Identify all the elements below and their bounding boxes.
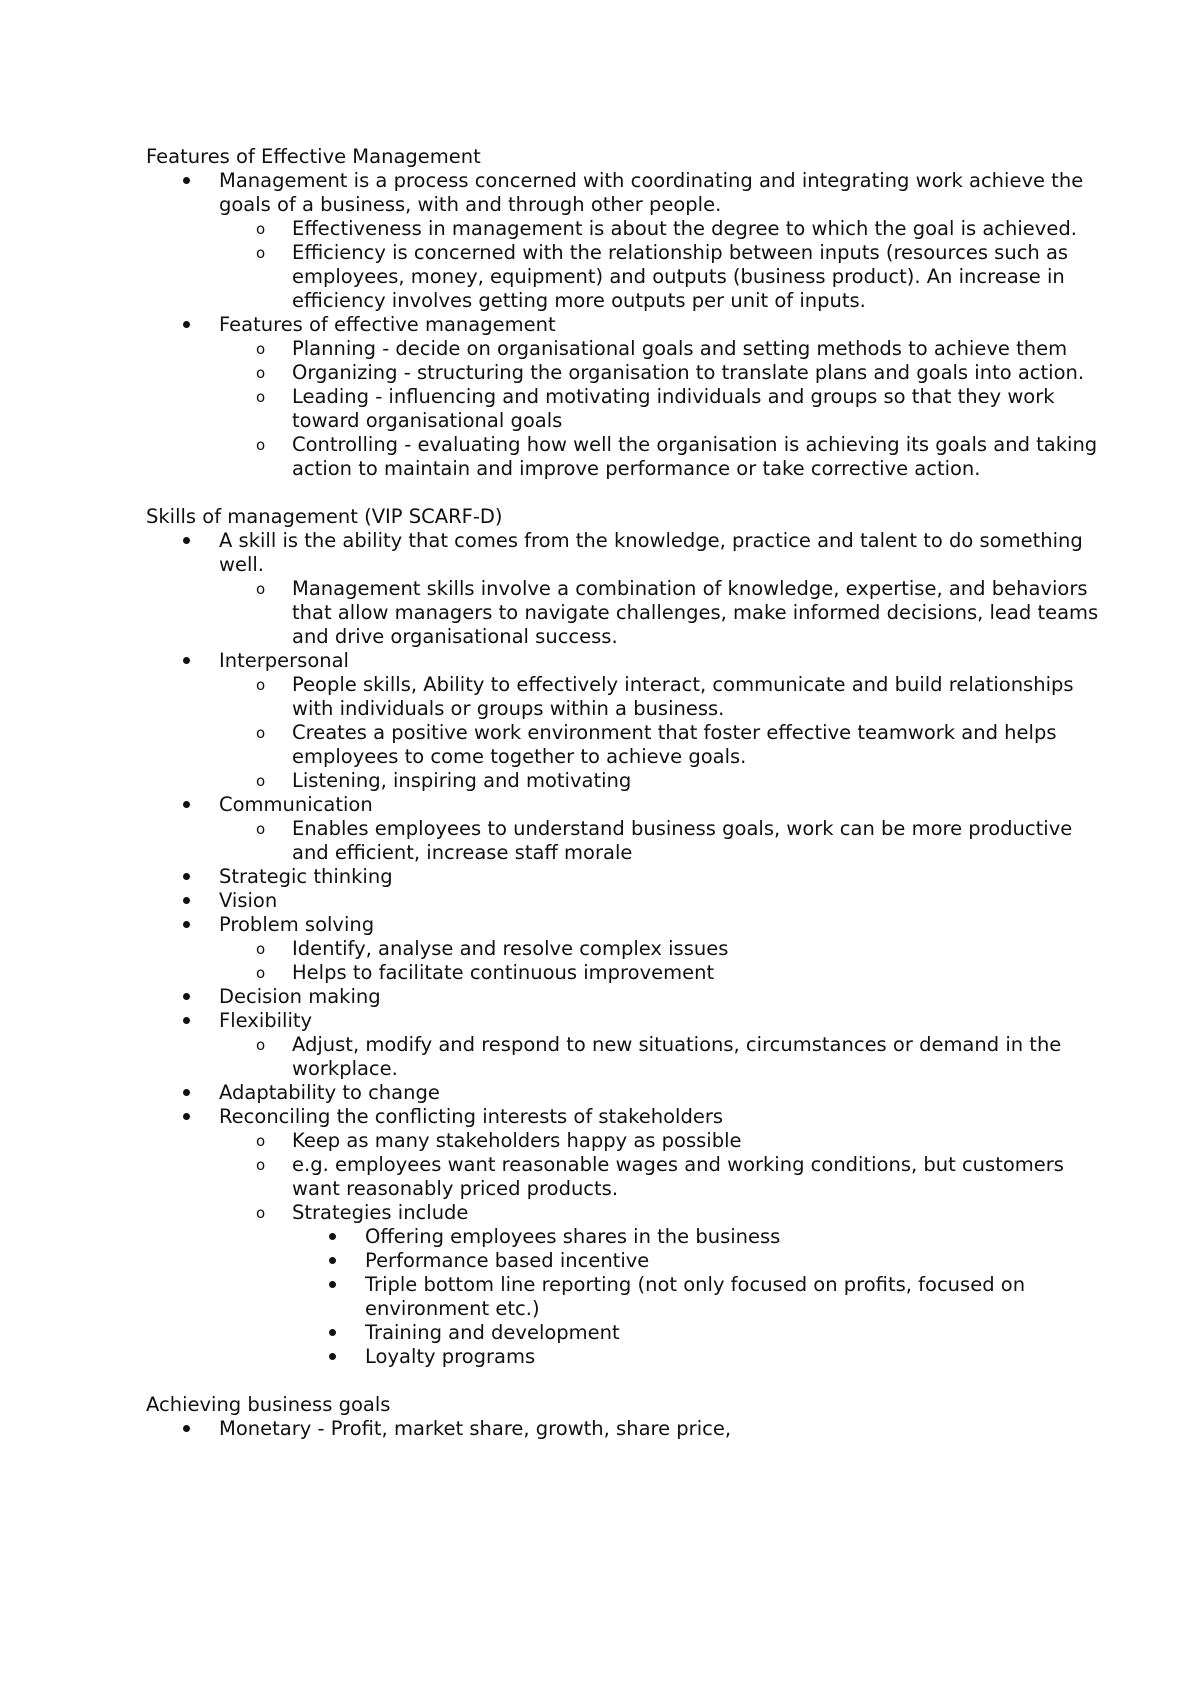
dot-shape <box>183 321 190 328</box>
list-item-text: e.g. employees want reasonable wages and working conditions, but customers want reasonably priced products. <box>292 1153 1064 1200</box>
dot-shape <box>183 801 190 808</box>
circle-bullet-icon: o <box>256 364 266 382</box>
list-item-text: Keep as many stakeholders happy as possible <box>292 1129 742 1152</box>
circle-bullet-icon: o <box>256 964 266 982</box>
filled-bullet-icon <box>183 1105 190 1129</box>
list-item-level-2 <box>146 937 1106 961</box>
dot-shape <box>329 1233 336 1240</box>
circle-bullet-icon: o <box>256 1036 266 1054</box>
list-item-text: Efficiency is concerned with the relationship between inputs (resources such as employees, money, equipment) and outputs (business product). An increase in efficiency involves getting more outputs per unit of inputs. <box>292 241 1069 312</box>
section <box>146 1393 1106 1441</box>
list-item-level-2 <box>146 961 1106 985</box>
filled-bullet-icon <box>183 313 190 337</box>
list-item-level-1 <box>146 169 1106 217</box>
dot-shape <box>329 1353 336 1360</box>
dot-shape <box>329 1281 336 1288</box>
list-item-text: Performance based incentive <box>365 1249 650 1272</box>
list-item-text: Training and development <box>365 1321 620 1344</box>
dot-shape <box>183 921 190 928</box>
circle-bullet-icon: o <box>256 1132 266 1150</box>
dot-shape <box>183 177 190 184</box>
list-item-level-2 <box>146 337 1106 361</box>
list-item-level-3 <box>146 1321 1106 1345</box>
filled-bullet-icon <box>329 1225 336 1249</box>
filled-bullet-icon <box>183 169 190 193</box>
circle-bullet-icon: o <box>256 436 266 454</box>
dot-shape <box>183 873 190 880</box>
list-item-level-3 <box>146 1225 1106 1249</box>
list-item-level-3 <box>146 1345 1106 1369</box>
list-item-text: A skill is the ability that comes from the knowledge, practice and talent to do something well. <box>219 529 1083 576</box>
list-item-level-1 <box>146 793 1106 817</box>
dot-shape <box>183 1113 190 1120</box>
circle-bullet-icon: o <box>256 340 266 358</box>
dot-shape <box>329 1257 336 1264</box>
list-item-level-2 <box>146 433 1106 481</box>
document-body <box>146 145 1106 1441</box>
circle-bullet-icon: o <box>256 580 266 598</box>
circle-bullet-icon: o <box>256 1156 266 1174</box>
list-item-level-1 <box>146 1009 1106 1033</box>
section <box>146 145 1106 481</box>
list-item-level-2 <box>146 721 1106 769</box>
list-item-level-2 <box>146 577 1106 649</box>
circle-bullet-icon: o <box>256 820 266 838</box>
list-item-level-1 <box>146 865 1106 889</box>
dot-shape <box>183 1089 190 1096</box>
list-item-text: Organizing - structuring the organisation to translate plans and goals into action. <box>292 361 1085 384</box>
list-item-text: Loyalty programs <box>365 1345 536 1368</box>
filled-bullet-icon <box>183 865 190 889</box>
list-item-level-2 <box>146 1033 1106 1081</box>
section-heading: Features of Effective Management <box>146 145 481 168</box>
list-item-level-2 <box>146 361 1106 385</box>
list-item-text: Strategic thinking <box>219 865 393 888</box>
list-item-level-1 <box>146 889 1106 913</box>
dot-shape <box>183 897 190 904</box>
dot-shape <box>329 1329 336 1336</box>
list-item-text: Effectiveness in management is about the degree to which the goal is achieved. <box>292 217 1077 240</box>
list-item-level-2 <box>146 817 1106 865</box>
circle-bullet-icon: o <box>256 940 266 958</box>
list-item-level-2 <box>146 769 1106 793</box>
list-item-level-1 <box>146 313 1106 337</box>
dot-shape <box>183 537 190 544</box>
list-item-text: Adaptability to change <box>219 1081 440 1104</box>
section-spacer <box>146 481 1106 505</box>
list-item-level-1 <box>146 1105 1106 1129</box>
list-item-text: Adjust, modify and respond to new situations, circumstances or demand in the workplace. <box>292 1033 1062 1080</box>
list-item-text: Identify, analyse and resolve complex issues <box>292 937 729 960</box>
filled-bullet-icon <box>183 529 190 553</box>
filled-bullet-icon <box>183 889 190 913</box>
list-item-text: Strategies include <box>292 1201 469 1224</box>
circle-bullet-icon: o <box>256 1204 266 1222</box>
list-item-level-2 <box>146 1201 1106 1225</box>
dot-shape <box>183 657 190 664</box>
list-item-text: People skills, Ability to effectively interact, communicate and build relationships with individuals or groups within a business. <box>292 673 1074 720</box>
list-item-level-2 <box>146 673 1106 721</box>
filled-bullet-icon <box>183 1009 190 1033</box>
filled-bullet-icon <box>329 1249 336 1273</box>
list-item-text: Triple bottom line reporting (not only focused on profits, focused on environment etc.) <box>365 1273 1026 1320</box>
section-spacer <box>146 1369 1106 1393</box>
list-item-text: Helps to facilitate continuous improvement <box>292 961 715 984</box>
circle-bullet-icon: o <box>256 676 266 694</box>
list-item-level-3 <box>146 1273 1106 1321</box>
dot-shape <box>183 1425 190 1432</box>
list-item-level-1 <box>146 985 1106 1009</box>
list-item-level-1 <box>146 913 1106 937</box>
list-item-text: Decision making <box>219 985 381 1008</box>
list-item-text: Reconciling the conflicting interests of stakeholders <box>219 1105 723 1128</box>
filled-bullet-icon <box>183 1081 190 1105</box>
list-item-text: Vision <box>219 889 278 912</box>
list-item-text: Controlling - evaluating how well the organisation is achieving its goals and taking action to maintain and improve performance or take corrective action. <box>292 433 1098 480</box>
list-item-level-1 <box>146 529 1106 577</box>
list-item-level-2 <box>146 217 1106 241</box>
list-item-level-1 <box>146 649 1106 673</box>
list-item-text: Features of effective management <box>219 313 556 336</box>
list-item-text: Interpersonal <box>219 649 349 672</box>
filled-bullet-icon <box>329 1321 336 1345</box>
filled-bullet-icon <box>183 649 190 673</box>
list-item-text: Creates a positive work environment that foster effective teamwork and helps employees to come together to achieve goals. <box>292 721 1057 768</box>
list-item-level-2 <box>146 1129 1106 1153</box>
list-item-text: Monetary - Profit, market share, growth, share price, <box>219 1417 732 1440</box>
list-item-text: Enables employees to understand business goals, work can be more productive and efficient, increase staff morale <box>292 817 1073 864</box>
filled-bullet-icon <box>183 985 190 1009</box>
filled-bullet-icon <box>183 1417 190 1441</box>
list-item-text: Management is a process concerned with coordinating and integrating work achieve the goals of a business, with and through other people. <box>219 169 1084 216</box>
list-item-level-1 <box>146 1081 1106 1105</box>
circle-bullet-icon: o <box>256 724 266 742</box>
list-item-text: Leading - influencing and motivating individuals and groups so that they work toward organisational goals <box>292 385 1055 432</box>
circle-bullet-icon: o <box>256 772 266 790</box>
list-item-text: Flexibility <box>219 1009 313 1032</box>
list-item-text: Planning - decide on organisational goals and setting methods to achieve them <box>292 337 1068 360</box>
section-heading: Achieving business goals <box>146 1393 391 1416</box>
list-item-text: Problem solving <box>219 913 375 936</box>
circle-bullet-icon: o <box>256 388 266 406</box>
filled-bullet-icon <box>329 1345 336 1369</box>
filled-bullet-icon <box>329 1273 336 1297</box>
filled-bullet-icon <box>183 913 190 937</box>
filled-bullet-icon <box>183 793 190 817</box>
section <box>146 505 1106 1369</box>
section-heading: Skills of management (VIP SCARF-D) <box>146 505 503 528</box>
list-item-text: Management skills involve a combination of knowledge, expertise, and behaviors that allow managers to navigate challenges, make informed decisions, lead teams and drive organisational success. <box>292 577 1099 648</box>
list-item-level-1 <box>146 1417 1106 1441</box>
circle-bullet-icon: o <box>256 244 266 262</box>
list-item-text: Communication <box>219 793 373 816</box>
list-item-level-2 <box>146 1153 1106 1201</box>
list-item-level-3 <box>146 1249 1106 1273</box>
dot-shape <box>183 993 190 1000</box>
dot-shape <box>183 1017 190 1024</box>
circle-bullet-icon: o <box>256 220 266 238</box>
list-item-level-2 <box>146 241 1106 313</box>
list-item-text: Offering employees shares in the business <box>365 1225 781 1248</box>
list-item-text: Listening, inspiring and motivating <box>292 769 632 792</box>
list-item-level-2 <box>146 385 1106 433</box>
